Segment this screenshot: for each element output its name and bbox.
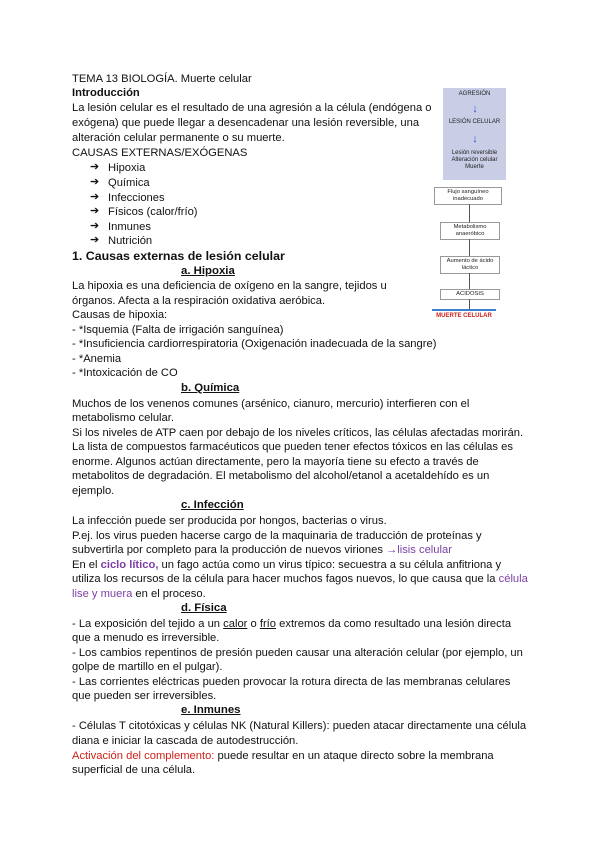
cause-item: Química — [108, 177, 150, 189]
muerte-celular-label: MUERTE CELULAR — [436, 313, 492, 319]
arrow-bullet-icon: ➔ — [90, 220, 100, 232]
fisica-line: - Las corrientes eléctricas pueden provocar la rotura directa de las membranas celulares — [72, 676, 511, 688]
flow-box — [440, 289, 500, 300]
frio-term: frío — [259, 618, 277, 630]
down-arrow-icon: ↓ — [472, 103, 478, 115]
hipoxia-line: órganos. Afecta a la respiración oxidativa aeróbica. — [72, 295, 326, 307]
arrow-bullet-icon: ➔ — [90, 205, 100, 217]
flow-connector — [469, 239, 470, 256]
divider-line — [432, 309, 496, 311]
inmunes-line: superficial de una célula. — [72, 764, 196, 776]
infeccion-line: P.ej. los virus pueden hacerse cargo de la maquinaria de traducción de proteínas y — [72, 530, 482, 542]
flow-connector — [469, 273, 470, 289]
flow-box — [440, 256, 500, 274]
fisica-line: que pueden ser irreversibles. — [72, 690, 217, 702]
intro-line: alteración celular permanente o su muerte. — [72, 132, 285, 144]
cause-item: Inmunes — [108, 221, 151, 233]
fisica-line: - Los cambios repentinos de presión pueden causar una alteración celular (por ejemplo, un — [72, 647, 523, 659]
lesion-label: LESIÓN CELULAR — [448, 119, 501, 125]
arrow-bullet-icon: ➔ — [90, 161, 100, 173]
inmunes-line — [72, 749, 494, 763]
flow-box — [434, 187, 502, 205]
arrow-bullet-icon: ➔ — [90, 191, 100, 203]
flow-connector — [469, 204, 470, 222]
down-arrow-icon: ↓ — [472, 133, 478, 145]
inmunes-line: - Células T citotóxicas y células NK (Natural Killers): pueden atacar directamente una célula — [72, 720, 527, 732]
ciclo-litico-term: ciclo lítico, — [100, 559, 159, 571]
infeccion-line — [72, 572, 528, 586]
infeccion-line — [72, 587, 206, 601]
causes-title: CAUSAS EXTERNAS/EXÓGENAS — [72, 147, 248, 159]
flow-label: Metabolismo anaeróbico — [453, 224, 487, 237]
infeccion-text: un fago actúa como un virus típico: secuestra a su célula anfitriona y — [158, 559, 502, 571]
arrow-bullet-icon: ➔ — [90, 234, 100, 246]
infeccion-text: en el proceso. — [132, 588, 206, 600]
intro-heading: Introducción — [72, 87, 140, 99]
infeccion-text: utiliza los recursos de la célula para hacer muchos fagos nuevos, lo que causa que la — [72, 573, 499, 585]
flow-label: Flujo sanguíneo inadecuado — [447, 189, 489, 202]
complemento-term: Activación del complemento: — [72, 750, 215, 762]
lise-muera-term: lise y muera — [72, 588, 133, 600]
reversible-label: Alteración celular — [451, 157, 498, 163]
fisica-text: extremos da como resultado una lesión directa — [276, 618, 512, 630]
intro-line: La lesión celular es el resultado de una agresión a la célula (endógena o — [72, 102, 432, 114]
fisica-line — [72, 617, 511, 631]
cause-item: Nutrición — [108, 235, 153, 247]
fisica-text: - La exposición del tejido a un — [72, 618, 224, 630]
inmunes-line: diana e iniciar la cascada de autodestrucción. — [72, 735, 299, 747]
inmunes-heading: e. Inmunes — [181, 704, 241, 716]
infeccion-line — [72, 543, 452, 557]
hipoxia-line: Causas de hipoxia: — [72, 309, 168, 321]
celula-term: célula — [498, 573, 528, 585]
intro-line: exógena) que puede llegar a desencadenar una lesión reversible, una — [72, 117, 420, 129]
reversible-label: Muerte — [465, 164, 484, 170]
arrow-bullet-icon: ➔ — [90, 176, 100, 188]
quimica-line: Si los niveles de ATP caen por debajo de los niveles críticos, las células afectadas morirán. — [72, 427, 524, 439]
fisica-line: golpe de martillo en el pulgar). — [72, 661, 223, 673]
calor-term: calor — [223, 618, 248, 630]
inmunes-text: puede resultar en un ataque directo sobre la membrana — [214, 750, 494, 762]
cause-item: Físicos (calor/frío) — [108, 206, 198, 218]
agresion-label: AGRESIÓN — [458, 91, 491, 97]
hipoxia-cause: - *Isquemia (Falta de irrigación sanguínea) — [72, 324, 284, 336]
hipoxia-cause: - *Intoxicación de CO — [72, 367, 178, 379]
fisica-line: que a menudo es irreversible. — [72, 632, 220, 644]
infeccion-text: subvertirla por completo para la producción de nuevos viriones — [72, 544, 387, 556]
fisica-text: o — [247, 618, 260, 630]
flow-label: ACIDOSIS — [456, 291, 484, 297]
flow-label: Aumento de ácido láctico — [446, 258, 494, 271]
page-title: TEMA 13 BIOLOGÍA. Muerte celular — [72, 73, 252, 85]
cause-item: Infecciones — [108, 192, 165, 204]
hipoxia-line: La hipoxia es una deficiencia de oxígeno en la sangre, tejidos u — [72, 280, 387, 292]
quimica-line: metabolitos de degradación. El metabolismo del alcohol/etanol a acetaldehído es un — [72, 470, 490, 482]
infeccion-line — [72, 558, 501, 572]
hipoxia-cause: - *Insuficiencia cardiorrespiratoria (Oxigenación inadecuada de la sangre) — [72, 338, 437, 350]
infeccion-line: La infección puede ser producida por hongos, bacterias o virus. — [72, 515, 387, 527]
quimica-line: Muchos de los venenos comunes (arsénico, cianuro, mercurio) interfieren con el — [72, 398, 470, 410]
infeccion-text: En el — [72, 559, 101, 571]
infeccion-heading: c. Infección — [181, 499, 244, 511]
fisica-heading: d. Física — [181, 602, 227, 614]
lisis-celular-link: →lisis celular — [386, 544, 452, 556]
quimica-line: enorme. Algunos actúan directamente, pero la mayoría tiene su efecto a través de — [72, 456, 479, 468]
flow-box — [440, 222, 500, 240]
quimica-line: ejemplo. — [72, 485, 115, 497]
quimica-line: metabolismo celular. — [72, 412, 174, 424]
quimica-line: La lista de compuestos farmacéuticos que pueden tener efectos tóxicos en las células es — [72, 441, 513, 453]
hipoxia-cause: - *Anemia — [72, 353, 122, 365]
cause-item: Hipoxia — [108, 162, 146, 174]
hipoxia-heading: a. Hipoxia — [181, 265, 235, 277]
reversible-label: Lesión reversible — [451, 150, 498, 156]
quimica-heading: b. Química — [181, 382, 240, 394]
section-heading: 1. Causas externas de lesión celular — [72, 249, 285, 263]
flow-connector — [469, 299, 470, 309]
